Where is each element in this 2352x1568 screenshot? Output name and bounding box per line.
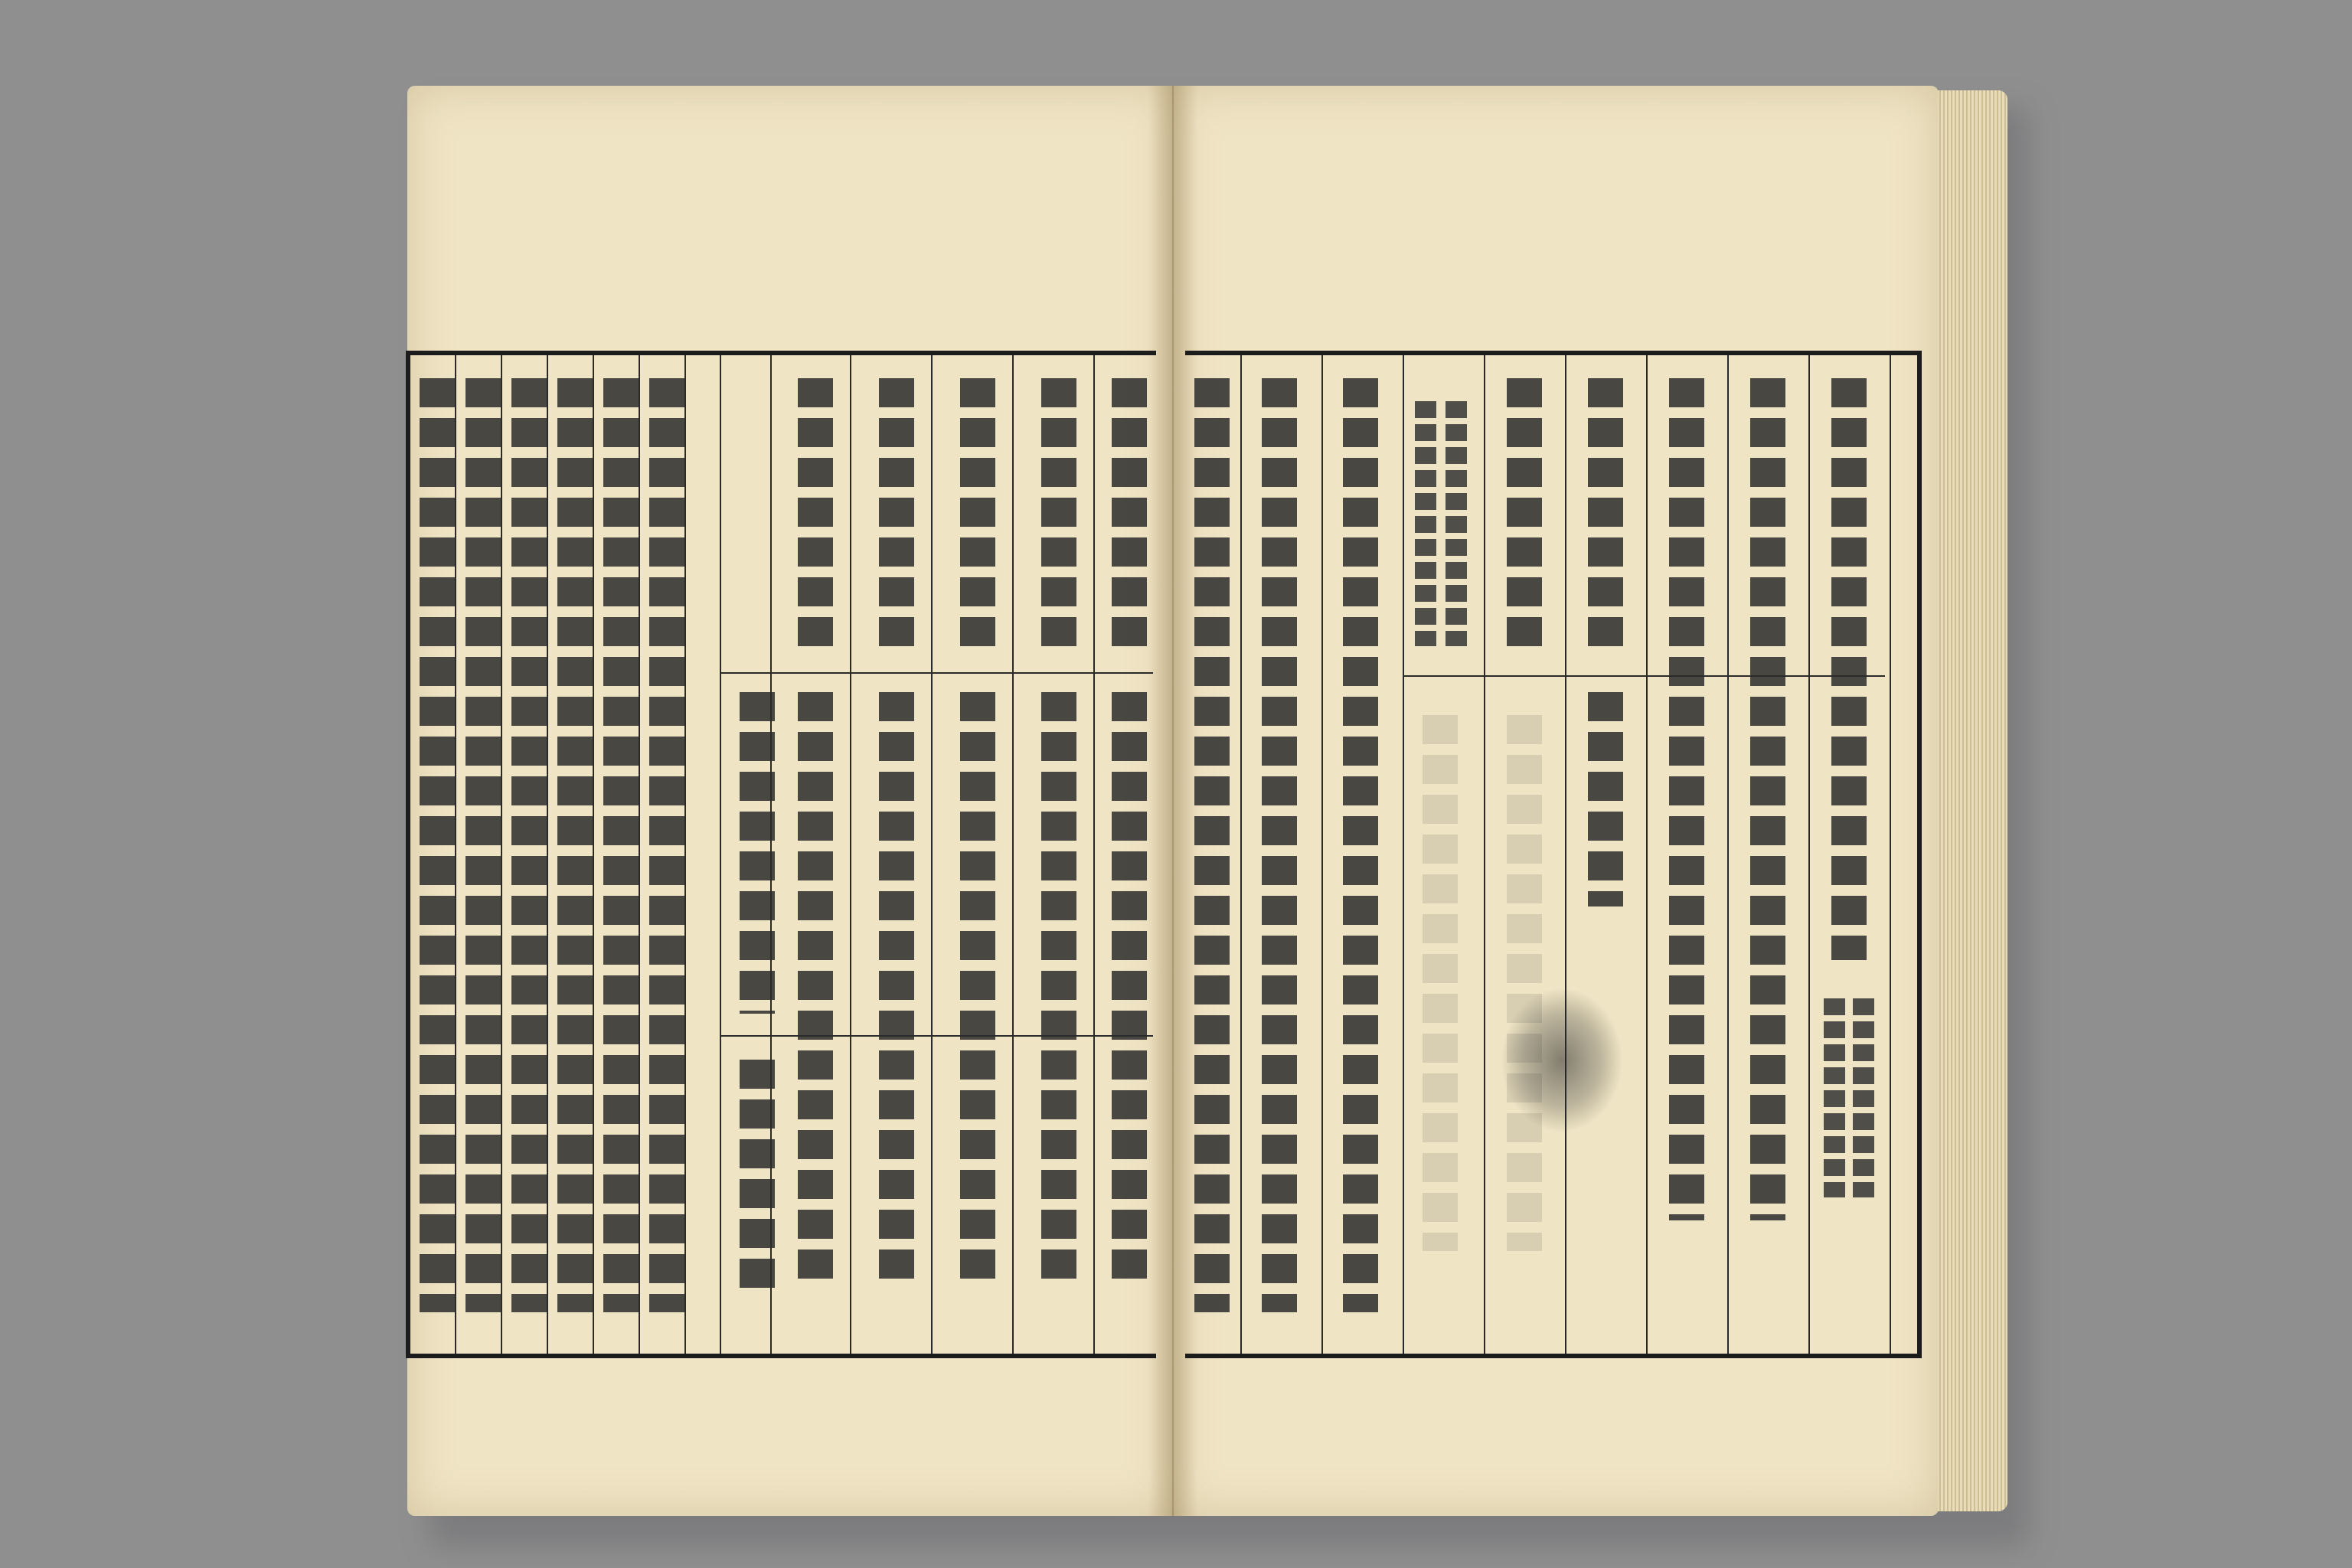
- text-column: [1112, 378, 1147, 654]
- text-column: [557, 378, 593, 1312]
- register-divider: [720, 672, 1153, 674]
- column-rule: [1403, 355, 1404, 1354]
- text-column: [1588, 378, 1623, 654]
- column-rule: [1890, 355, 1891, 1354]
- column-rule: [1646, 355, 1648, 1354]
- column-rule: [593, 355, 594, 1354]
- text-column: [1041, 692, 1076, 1289]
- text-column: [603, 378, 639, 1312]
- column-rule: [931, 355, 933, 1354]
- page-stack-edge: [1937, 90, 2007, 1511]
- column-rule: [1808, 355, 1810, 1354]
- column-rule: [547, 355, 548, 1354]
- annotation-column: [1446, 401, 1467, 646]
- column-rule: [1012, 355, 1014, 1354]
- text-column: [740, 1060, 775, 1289]
- column-rule: [1727, 355, 1729, 1354]
- text-column: [960, 378, 995, 654]
- text-column: [420, 378, 455, 1312]
- text-column: [1041, 378, 1076, 654]
- bleed-through: [1507, 715, 1542, 1251]
- register-divider: [720, 1035, 1153, 1037]
- text-column: [879, 692, 914, 1289]
- text-column: [1194, 378, 1230, 1312]
- text-column: [1831, 378, 1867, 960]
- column-rule: [1093, 355, 1095, 1354]
- text-column: [740, 692, 775, 1014]
- column-rule: [1321, 355, 1323, 1354]
- column-rule: [720, 355, 721, 1354]
- text-column: [1669, 378, 1704, 1220]
- text-column: [960, 692, 995, 1289]
- register-divider: [1403, 675, 1885, 677]
- column-rule: [1240, 355, 1242, 1354]
- text-column: [798, 692, 833, 1289]
- text-column: [1343, 378, 1378, 1312]
- text-column: [879, 378, 914, 654]
- column-rule: [501, 355, 502, 1354]
- text-column: [798, 378, 833, 654]
- bleed-through: [1423, 715, 1458, 1251]
- text-column: [1262, 378, 1297, 1312]
- right-page-frame: [1185, 351, 1922, 1358]
- left-page-frame: [406, 351, 1156, 1358]
- text-column: [1112, 692, 1147, 1289]
- text-column: [511, 378, 547, 1312]
- ink-smudge-seal: [1501, 988, 1623, 1133]
- text-column: [649, 378, 684, 1312]
- annotation-column: [1824, 998, 1845, 1197]
- annotation-column: [1415, 401, 1436, 646]
- annotation-column: [1853, 998, 1874, 1197]
- column-rule: [639, 355, 640, 1354]
- column-rule: [455, 355, 456, 1354]
- text-column: [466, 378, 501, 1312]
- column-rule: [684, 355, 686, 1354]
- text-column: [1750, 378, 1785, 1220]
- column-rule: [1484, 355, 1485, 1354]
- text-column: [1507, 378, 1542, 654]
- column-rule: [1565, 355, 1566, 1354]
- column-rule: [850, 355, 851, 1354]
- text-column: [1588, 692, 1623, 906]
